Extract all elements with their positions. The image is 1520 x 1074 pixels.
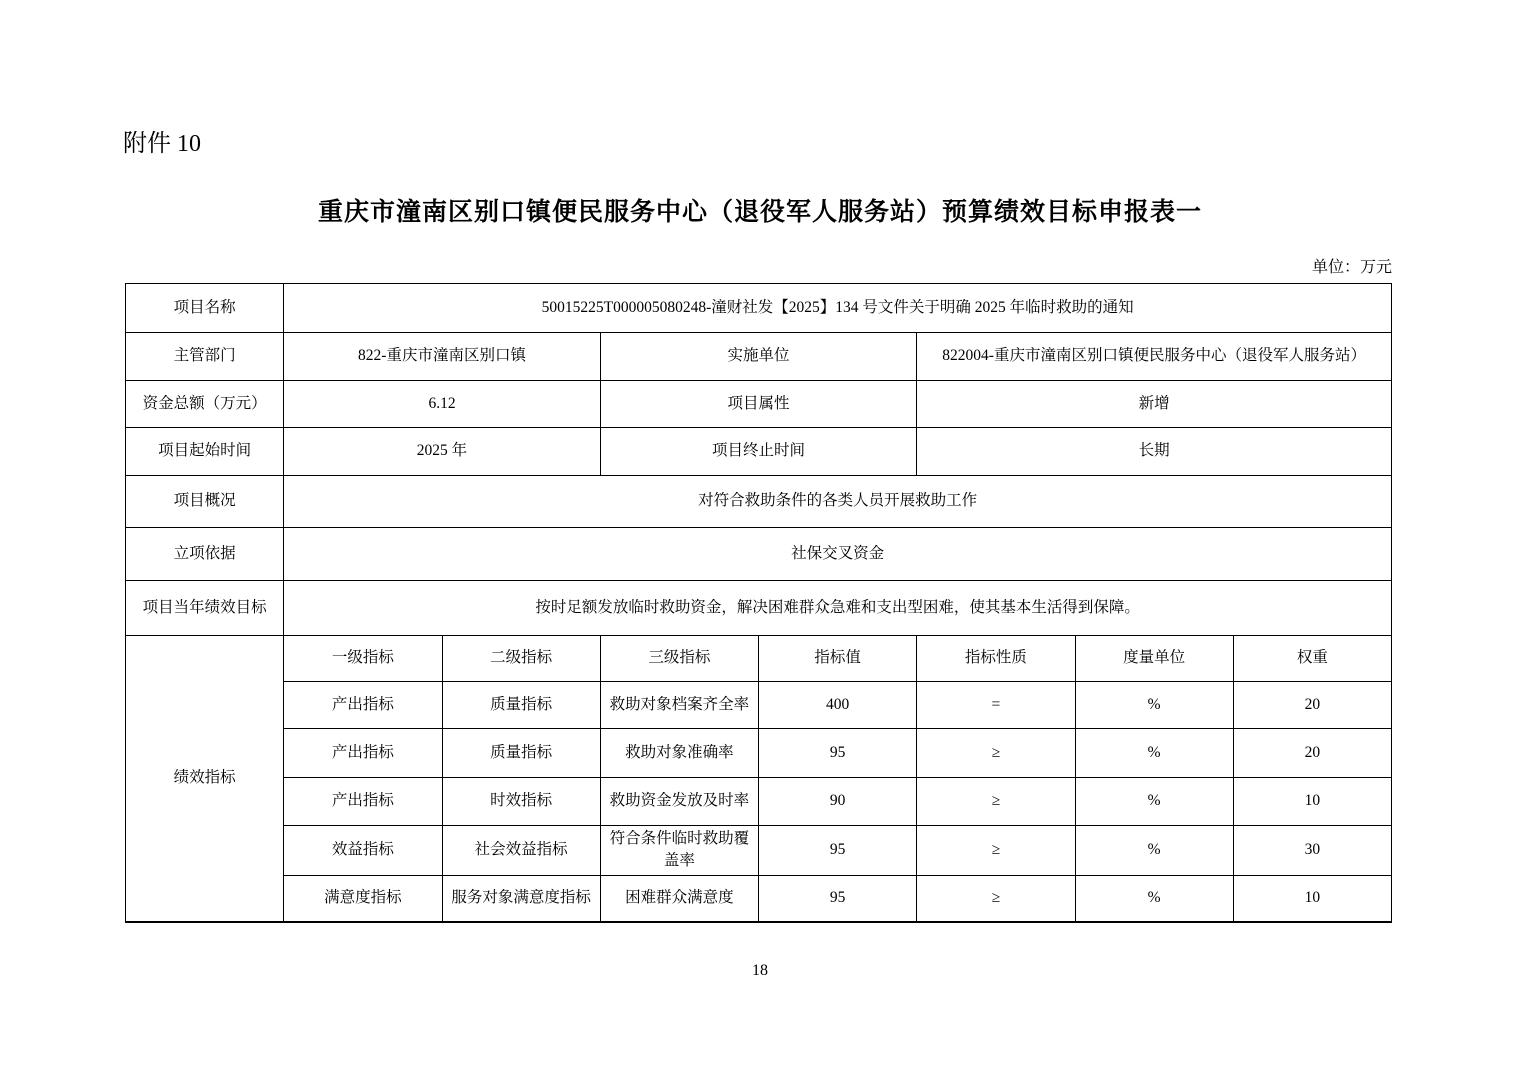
department-value: 822-重庆市潼南区别口镇 — [284, 333, 601, 381]
department-label: 主管部门 — [126, 333, 284, 381]
indicator-level3: 符合条件临时救助覆盖率 — [600, 826, 758, 876]
indicator-weight: 20 — [1233, 682, 1391, 729]
indicator-nature: ≥ — [917, 778, 1075, 826]
indicator-unit: % — [1075, 826, 1233, 876]
header-level2: 二级指标 — [442, 636, 600, 682]
project-name-label: 项目名称 — [126, 284, 284, 333]
table-row-overview — [126, 476, 1392, 528]
table-row-amount — [126, 381, 1392, 428]
overview-label: 项目概况 — [126, 476, 284, 528]
indicator-row — [126, 729, 1392, 778]
implementing-unit-value: 822004-重庆市潼南区别口镇便民服务中心（退役军人服务站） — [917, 333, 1392, 381]
indicator-level1: 产出指标 — [284, 682, 442, 729]
indicator-weight: 30 — [1233, 826, 1391, 876]
indicator-nature: = — [917, 682, 1075, 729]
annual-goal-value: 按时足额发放临时救助资金，解决困难群众急难和支出型困难，使其基本生活得到保障。 — [284, 581, 1392, 636]
start-time-value: 2025 年 — [284, 428, 601, 476]
indicator-level2: 质量指标 — [442, 729, 600, 778]
header-unit: 度量单位 — [1075, 636, 1233, 682]
indicator-level1: 效益指标 — [284, 826, 442, 876]
indicator-weight: 20 — [1233, 729, 1391, 778]
header-level3: 三级指标 — [600, 636, 758, 682]
amount-label: 资金总额（万元） — [126, 381, 284, 428]
indicator-value: 400 — [759, 682, 917, 729]
indicator-row — [126, 778, 1392, 826]
indicator-level3: 救助对象准确率 — [600, 729, 758, 778]
indicator-row — [126, 826, 1392, 876]
indicator-unit: % — [1075, 729, 1233, 778]
overview-value: 对符合救助条件的各类人员开展救助工作 — [284, 476, 1392, 528]
start-time-label: 项目起始时间 — [126, 428, 284, 476]
indicator-level1: 产出指标 — [284, 778, 442, 826]
indicator-nature: ≥ — [917, 875, 1075, 922]
table-row-time — [126, 428, 1392, 476]
attachment-label: 附件 10 — [123, 131, 201, 157]
end-time-value: 长期 — [917, 428, 1392, 476]
indicator-value: 95 — [759, 826, 917, 876]
basis-value: 社保交叉资金 — [284, 528, 1392, 581]
unit-note: 单位：万元 — [1311, 259, 1392, 276]
implementing-unit-label: 实施单位 — [600, 333, 917, 381]
indicator-weight: 10 — [1233, 778, 1391, 826]
table-row-department — [126, 333, 1392, 381]
indicator-unit: % — [1075, 682, 1233, 729]
project-attribute-label: 项目属性 — [600, 381, 917, 428]
indicator-value: 90 — [759, 778, 917, 826]
annual-goal-label: 项目当年绩效目标 — [126, 581, 284, 636]
table-row-annual-goal — [126, 581, 1392, 636]
indicator-level2: 社会效益指标 — [442, 826, 600, 876]
header-value: 指标值 — [759, 636, 917, 682]
indicator-unit: % — [1075, 875, 1233, 922]
header-weight: 权重 — [1233, 636, 1391, 682]
indicators-section-label: 绩效指标 — [126, 636, 284, 923]
indicator-header-row — [126, 636, 1392, 682]
table-row-project-name — [126, 284, 1392, 333]
table-row-basis — [126, 528, 1392, 581]
performance-target-table — [125, 283, 1392, 923]
amount-value: 6.12 — [284, 381, 601, 428]
indicator-unit: % — [1075, 778, 1233, 826]
indicator-level2: 质量指标 — [442, 682, 600, 729]
header-level1: 一级指标 — [284, 636, 442, 682]
indicator-value: 95 — [759, 729, 917, 778]
project-attribute-value: 新增 — [917, 381, 1392, 428]
indicator-level3: 救助资金发放及时率 — [600, 778, 758, 826]
page-title: 重庆市潼南区别口镇便民服务中心（退役军人服务站）预算绩效目标申报表一 — [317, 199, 1202, 226]
indicator-weight: 10 — [1233, 875, 1391, 922]
indicator-nature: ≥ — [917, 826, 1075, 876]
basis-label: 立项依据 — [126, 528, 284, 581]
indicator-value: 95 — [759, 875, 917, 922]
indicator-level1: 产出指标 — [284, 729, 442, 778]
indicator-level3: 救助对象档案齐全率 — [600, 682, 758, 729]
end-time-label: 项目终止时间 — [600, 428, 917, 476]
indicator-level2: 服务对象满意度指标 — [442, 875, 600, 922]
indicator-nature: ≥ — [917, 729, 1075, 778]
indicator-level1: 满意度指标 — [284, 875, 442, 922]
indicator-level2: 时效指标 — [442, 778, 600, 826]
header-nature: 指标性质 — [917, 636, 1075, 682]
indicator-row — [126, 875, 1392, 922]
page-number: 18 — [752, 962, 768, 979]
project-name-value: 50015225T000005080248-潼财社发【2025】134 号文件关于明确 2025 年临时救助的通知 — [284, 284, 1392, 333]
indicator-level3: 困难群众满意度 — [600, 875, 758, 922]
indicator-row — [126, 682, 1392, 729]
